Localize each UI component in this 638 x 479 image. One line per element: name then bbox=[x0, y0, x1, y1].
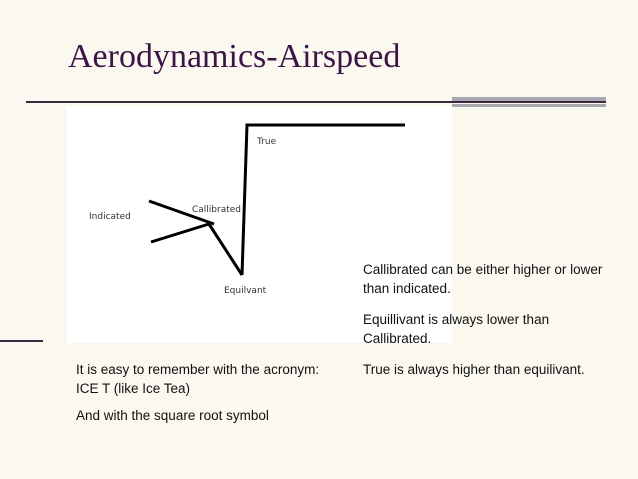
note-true: True is always higher than equilivant. bbox=[363, 362, 585, 377]
equivalent-to-true-line bbox=[242, 125, 405, 275]
note-square-root: And with the square root symbol bbox=[76, 408, 269, 423]
label-equivalent: Equilvant bbox=[224, 286, 267, 296]
notes-right bbox=[363, 260, 603, 391]
note-acronym: It is easy to remember with the acronym: ICE T (like Ice Tea) bbox=[76, 362, 320, 396]
label-true: True bbox=[257, 137, 277, 147]
indicated-lower-line bbox=[151, 224, 209, 242]
note-equivalent: Equillivant is always lower than Callibrated. bbox=[363, 312, 550, 346]
left-margin-accent bbox=[0, 340, 43, 342]
left-margin-bar bbox=[0, 0, 43, 479]
notes-left bbox=[76, 360, 336, 433]
title-rule bbox=[26, 101, 606, 103]
note-calibrated: Callibrated can be either higher or lower than indicated. bbox=[363, 262, 603, 296]
label-calibrated: Callibrated bbox=[192, 205, 242, 215]
title-rule-shadow-lower bbox=[452, 104, 606, 107]
label-indicated: Indicated bbox=[89, 212, 131, 222]
calibrated-to-equivalent-line bbox=[209, 224, 242, 275]
slide-title: Aerodynamics-Airspeed bbox=[68, 38, 401, 75]
